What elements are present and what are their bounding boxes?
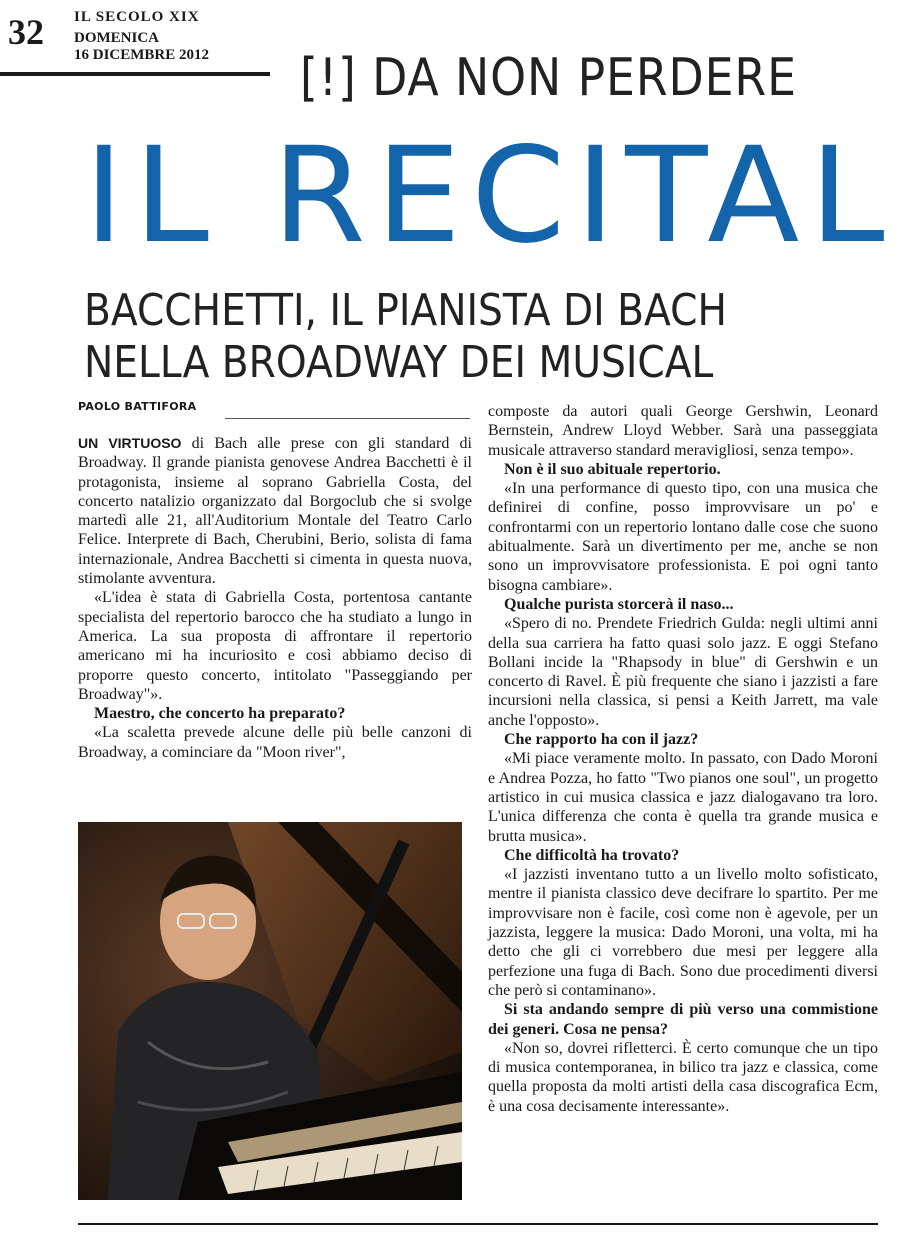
interview-question: Maestro, che concerto ha preparato? — [94, 705, 346, 723]
issue-date: 16 DICEMBRE 2012 — [74, 47, 210, 63]
lead-in: UN VIRTUOSO — [78, 435, 182, 451]
paragraph: «Spero di no. Prendete Friedrich Gulda: negli ultimi anni della sua carriera ha fatto quasi solo jazz. E oggi Stefano Bollani incide la "Rhapsody in blue" di Gershwin e un concerto di Ravel. È più frequente che siano i jazzisti a fare incursioni nella classica, si pensi a Keith Jarrett, ma vale anche l'opposto». — [488, 615, 878, 729]
paragraph: «Non so, dovrei rifletterci. È certo comunque che un tipo di musica contemporanea, in bilico tra jazz e classica, come quella proposta da molti artisti della casa discografica Ecm, è una cosa decisamente interessante». — [488, 1039, 878, 1115]
article-subheadline-line-2: NELLA BROADWAY DEI MUSICAL — [84, 337, 714, 388]
interview-question: Che difficoltà ha trovato? — [504, 846, 680, 864]
interview-question: Qualche purista storcerà il naso... — [504, 595, 734, 613]
paragraph: «L'idea è stata di Gabriella Costa, portentosa cantante specialista del repertorio barocco che ha studiato a lungo in America. La sua proposta di affrontare il repertorio americano mi ha incuriosito e così abbiamo deciso di proporre questo concerto, intitolato "Passeggiando per Broadway"». — [78, 589, 472, 703]
pianist-photo — [78, 822, 462, 1200]
article-column-1 — [78, 434, 472, 762]
interview-question: Non è il suo abituale repertorio. — [504, 460, 721, 478]
interview-question: Si sta andando sempre di più verso una commistione dei generi. Cosa ne pensa? — [488, 1001, 878, 1038]
paragraph-continued: composte da autori quali George Gershwin, Leonard Bernstein, Andrew Lloyd Webber. Sarà una passeggiata musicale attraverso standard meravigliosi, senza tempo». — [488, 403, 878, 459]
issue-day: DOMENICA — [74, 30, 159, 46]
paragraph: «In una performance di questo tipo, con una musica che definirei di confine, posso improvvisare un po' e confrontarmi con un repertorio lontano dalle cose che suono abitualmente. Sarà un divertimento per me, anche se non sono un improvvisatore professionista. E poi ogni tanto bisogna cambiare». — [488, 480, 878, 594]
article-subheadline-line-1: BACCHETTI, IL PIANISTA DI BACH — [84, 285, 727, 336]
pianist-photo-illustration — [78, 822, 462, 1200]
bottom-rule — [78, 1223, 878, 1225]
paragraph: «La scaletta prevede alcune delle più belle canzoni di Broadway, a cominciare da "Moon river", — [78, 724, 472, 761]
paragraph: «Mi piace veramente molto. In passato, con Dado Moroni e Andrea Pozza, ho fatto "Two pianos one soul", un progetto artistico in cui musica classica e jazz dialogavano tra loro. L'unica differenza che conta è quella tra grande musica e brutta musica». — [488, 750, 878, 845]
section-label: [!] DA NON PERDERE — [300, 48, 797, 108]
paragraph-intro — [78, 434, 472, 588]
article-column-2 — [488, 402, 878, 1116]
header-rule — [0, 72, 270, 76]
article-headline: IL RECITAL — [84, 119, 895, 273]
newspaper-masthead: IL SECOLO XIX — [74, 9, 200, 25]
byline-rule — [225, 418, 470, 419]
paragraph: «I jazzisti inventano tutto a un livello molto sofisticato, mentre il pianista classico deve decifrare lo spartito. Per me improvvisare non è facile, così come non è agevole, per un jazzista, leggere la musica: Dado Moroni, una volta, mi ha detto che gli ci vorrebbero due mesi per leggere alla perfezione una fuga di Bach. Sono due procedimenti diversi che però si contaminano». — [488, 866, 878, 999]
interview-question: Che rapporto ha con il jazz? — [504, 731, 699, 749]
page-number: 32 — [8, 12, 44, 52]
byline: PAOLO BATTIFORA — [78, 400, 197, 413]
intro-text: di Bach alle prese con gli standard di Broadway. Il grande pianista genovese Andrea Bacchetti è il protagonista, insieme al soprano Gabriella Costa, del concerto natalizio organizzato dal Borgoclub che si svolge martedì alle 21, all'Auditorium Montale del Teatro Carlo Felice. Interprete di Bach, Cherubini, Berio, solista di fama internazionale, Andrea Bacchetti si cimenta in questa nuova, stimolante avventura. — [78, 435, 473, 588]
